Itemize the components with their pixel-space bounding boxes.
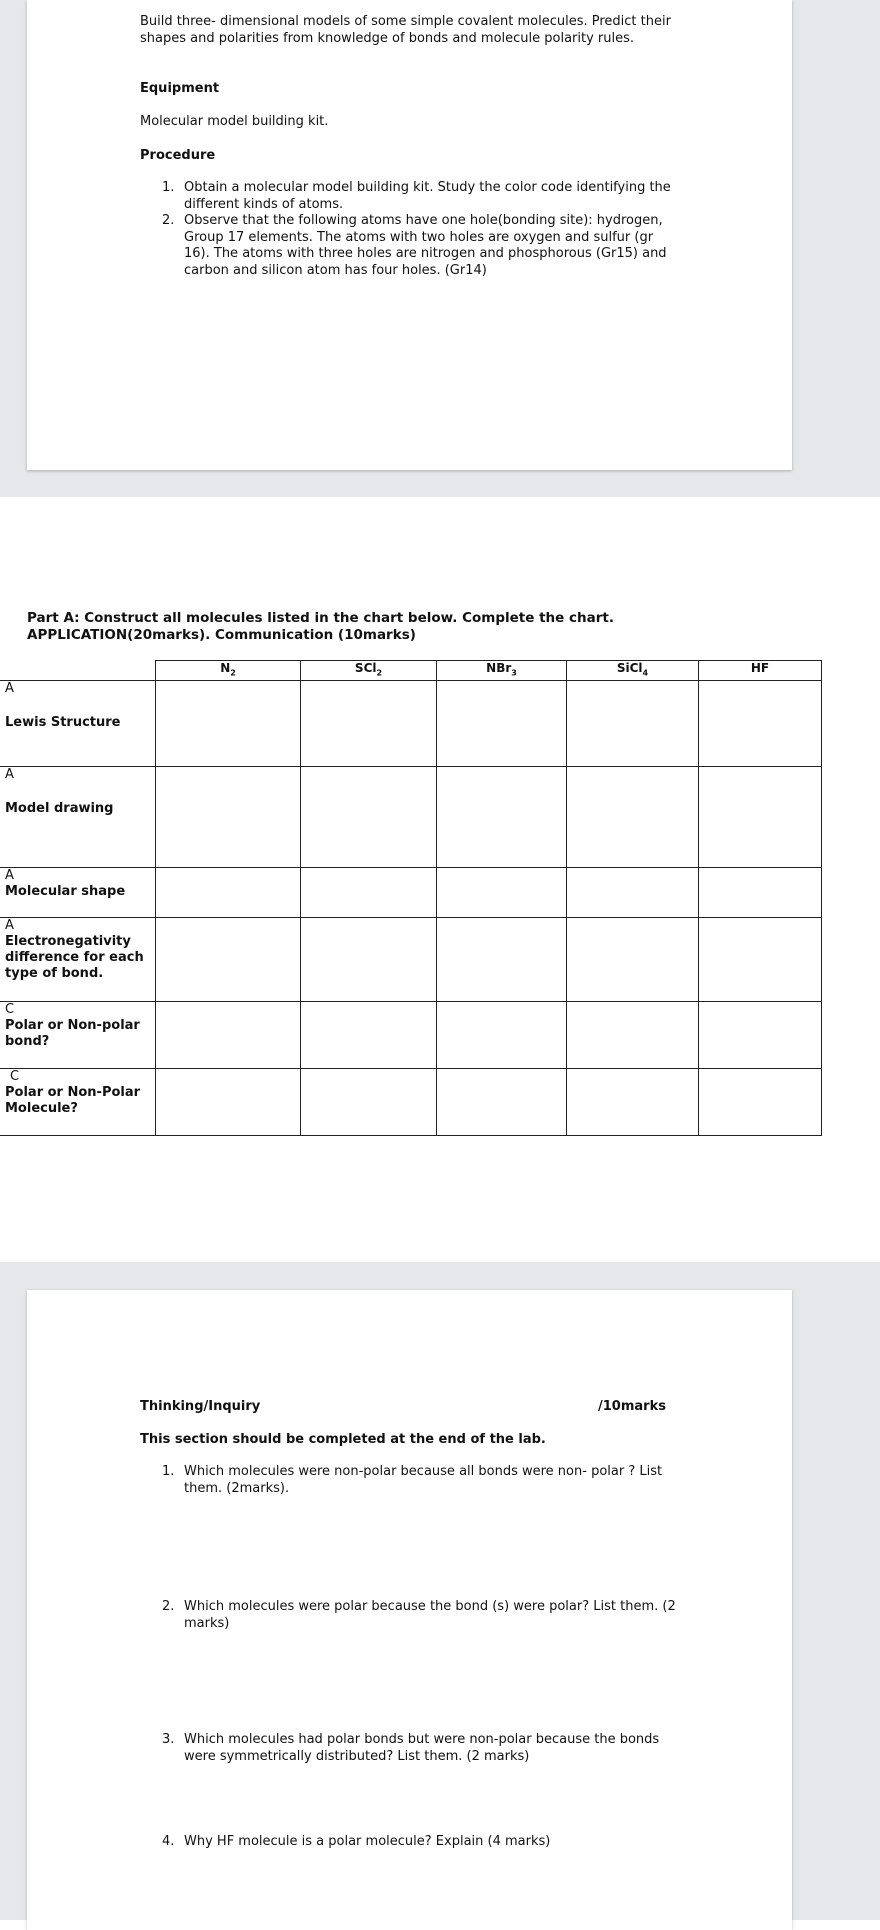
question-number: 2. [162, 1599, 175, 1614]
question-item [162, 1599, 682, 1632]
chart-cell[interactable] [699, 868, 822, 918]
row-header [0, 1069, 156, 1136]
question-text: Why HF molecule is a polar molecule? Explain (4 marks) [184, 1834, 551, 1849]
chart-row-molecular-shape [0, 868, 822, 918]
chart-cell[interactable] [699, 1002, 822, 1069]
row-code: A [5, 681, 14, 697]
chart-corner-cell [0, 661, 156, 681]
chart-row-polar-bond [0, 1002, 822, 1069]
row-label: Model drawing [5, 801, 114, 817]
row-header [0, 681, 156, 767]
question-item [162, 1464, 682, 1497]
section-instruction: This section should be completed at the end of the lab. [140, 1432, 546, 1447]
chart-row-electronegativity [0, 918, 822, 1002]
step-number: 2. [162, 213, 175, 228]
row-code: C [5, 1002, 15, 1018]
chart-cell[interactable] [699, 918, 822, 1002]
equipment-heading: Equipment [140, 81, 220, 96]
chart-cell[interactable] [437, 868, 567, 918]
step-text: Observe that the following atoms have one hole(bonding site): hydrogen, Group 17 elements. The atoms with two holes are oxygen and sulfur (gr 16). The atoms with three holes are nitrogen and phosphorous (Gr15) and carbon and silicon atom has four holes. (Gr14) [184, 213, 667, 278]
chart-cell[interactable] [437, 681, 567, 767]
row-label: Molecular shape [5, 884, 126, 900]
question-text: Which molecules had polar bonds but were non-polar because the bonds were symmetrically distributed? List them. (2 marks) [184, 1732, 660, 1764]
chart-cell[interactable] [301, 868, 437, 918]
chart-cell[interactable] [156, 868, 301, 918]
question-number: 1. [162, 1464, 175, 1479]
row-code: A [5, 767, 14, 783]
chart-cell[interactable] [699, 681, 822, 767]
equipment-text: Molecular model building kit. [140, 114, 329, 129]
chart-cell[interactable] [567, 868, 699, 918]
question-item [162, 1834, 550, 1851]
procedure-step [162, 213, 682, 279]
chart-cell[interactable] [301, 918, 437, 1002]
chart-cell[interactable] [567, 681, 699, 767]
chart-cell[interactable] [437, 918, 567, 1002]
column-header-sicl4: SiCl$_4$ [567, 661, 699, 681]
chart-cell[interactable] [567, 767, 699, 868]
chart-cell[interactable] [156, 767, 301, 868]
row-code: A [5, 918, 14, 934]
part-a-title: Part A: Construct all molecules listed in the chart below. Complete the chart. [27, 610, 614, 626]
row-header [0, 1002, 156, 1069]
column-header-scl2: SCl$_2$ [301, 661, 437, 681]
row-header [0, 868, 156, 918]
chart-cell[interactable] [156, 918, 301, 1002]
chart-cell[interactable] [437, 767, 567, 868]
molecule-chart-table [0, 660, 822, 1136]
procedure-heading: Procedure [140, 148, 216, 163]
part-a-marks: APPLICATION(20marks). Communication (10marks) [27, 627, 416, 643]
row-code: A [5, 868, 14, 884]
procedure-list [162, 180, 682, 279]
document-page-1 [27, 0, 792, 470]
chart-cell[interactable] [699, 767, 822, 868]
row-label: Electronegativity difference for each type of bond. [5, 934, 144, 982]
column-header-n2: $N_2$ [156, 661, 301, 681]
question-item [162, 1732, 682, 1765]
chart-cell[interactable] [301, 767, 437, 868]
step-number: 1. [162, 180, 175, 195]
part-a-heading [27, 610, 614, 644]
row-label: Lewis Structure [5, 715, 121, 731]
chart-header-row [0, 661, 822, 681]
thinking-inquiry-marks: /10marks [598, 1399, 666, 1414]
chart-row-polar-molecule [0, 1069, 822, 1136]
question-text: Which molecules were non-polar because all bonds were non- polar ? List them. (2marks). [184, 1464, 663, 1496]
question-number: 4. [162, 1834, 175, 1849]
column-header-hf: HF [699, 661, 822, 681]
row-header [0, 767, 156, 868]
row-label: Polar or Non-Polar Molecule? [5, 1085, 141, 1117]
chart-cell[interactable] [156, 1069, 301, 1136]
chart-cell[interactable] [437, 1002, 567, 1069]
chart-cell[interactable] [301, 681, 437, 767]
objective-text: Build three- dimensional models of some simple covalent molecules. Predict their shapes and polarities from knowledge of bonds and molecule polarity rules. [140, 14, 671, 46]
chart-cell[interactable] [156, 681, 301, 767]
thinking-inquiry-title: Thinking/Inquiry [140, 1399, 261, 1414]
chart-cell[interactable] [301, 1069, 437, 1136]
question-number: 3. [162, 1732, 175, 1747]
row-header [0, 918, 156, 1002]
question-text: Which molecules were polar because the bond (s) were polar? List them. (2 marks) [184, 1599, 676, 1631]
chart-cell[interactable] [437, 1069, 567, 1136]
step-text: Obtain a molecular model building kit. Study the color code identifying the different kinds of atoms. [184, 180, 671, 212]
chart-row-model-drawing [0, 767, 822, 868]
row-label: Polar or Non-polar bond? [5, 1018, 140, 1050]
chart-row-lewis-structure [0, 681, 822, 767]
chart-cell[interactable] [301, 1002, 437, 1069]
row-code: C [10, 1069, 20, 1085]
chart-cell[interactable] [567, 918, 699, 1002]
column-header-nbr3: NBr$_3$ [437, 661, 567, 681]
chart-cell[interactable] [567, 1069, 699, 1136]
chart-cell[interactable] [567, 1002, 699, 1069]
procedure-step [162, 180, 682, 213]
chart-cell[interactable] [699, 1069, 822, 1136]
chart-cell[interactable] [156, 1002, 301, 1069]
